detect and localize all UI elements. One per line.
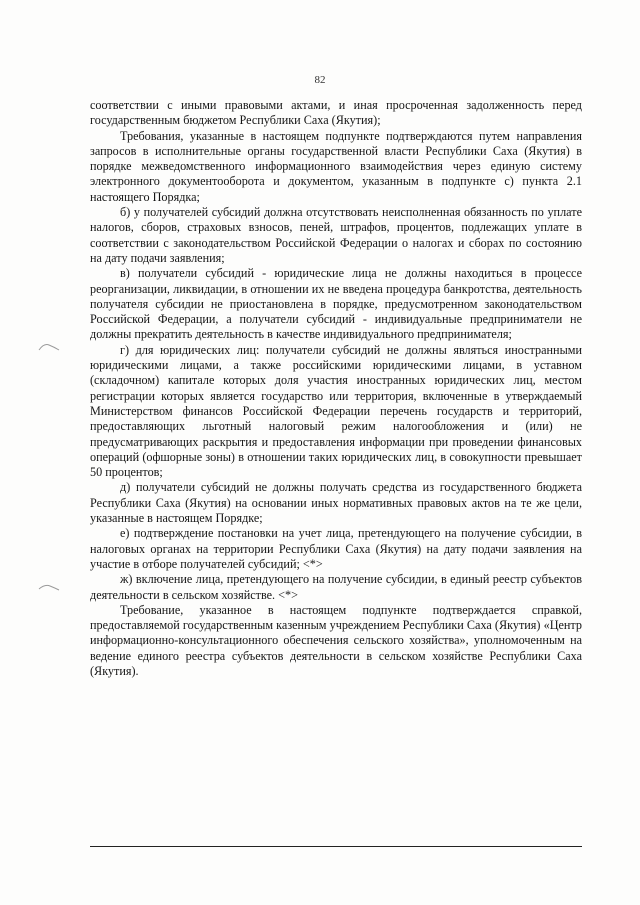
bottom-rule-line [90, 846, 582, 847]
paragraph-continuation: соответствии с иными правовыми актами, и иная просроченная задолженность перед государственным бюджетом Республики Саха (Якутия); [90, 98, 582, 128]
paragraph-requirement-confirmation: Требование, указанное в настоящем подпункте подтверждается справкой, предоставляемой государственным казенным учреждением Республики Саха (Якутия) «Центр информационно-консультационного обеспечения сельского хозяйства», уполномоченным на ведение единого реестра субъектов деятельности в сельском хозяйстве Республики Саха (Якутия). [90, 602, 582, 678]
paragraph-item-e: е) подтверждение постановки на учет лица, претендующего на получение субсидии, в налоговых органах на территории Республики Саха (Якутия) на дату подачи заявления на участие в отборе получателей субсидий; <*> [90, 526, 582, 571]
page-number: 82 [314, 74, 326, 86]
margin-mark-icon [38, 342, 60, 352]
paragraph-item-b: б) у получателей субсидий должна отсутствовать неисполненная обязанность по уплате налогов, сборов, страховых взносов, пеней, штрафов, процентов, подлежащих уплате в соответствии с законодательством Российской Федерации о налогах и сборах по состоянию на дату подачи заявления; [90, 205, 582, 265]
margin-mark-icon [38, 582, 60, 592]
paragraph-item-d: д) получатели субсидий не должны получать средства из государственного бюджета Республики Саха (Якутия) на основании иных нормативных правовых актов на те же цели, указанные в настоящем Порядке; [90, 480, 582, 526]
paragraph-requirements-note: Требования, указанные в настоящем подпункте подтверждаются путем направления запросов в исполнительные органы государственной власти Республики Саха (Якутия) в порядке межведомственного информационного взаимодействия через единую систему электронного документооборота и документом, указанным в подпункте с) пункта 2.1 настоящего Порядка; [90, 128, 582, 204]
paragraph-item-v: в) получатели субсидий - юридические лица не должны находиться в процессе реорганизации, ликвидации, в отношении их не введена процедура банкротства, деятельность получателя субсидии не приостановлена в порядке, предусмотренном законодательством Российской Федерации, а получатели субсидий - индивидуальные предприниматели не должны прекратить деятельность в качестве индивидуального предпринимателя; [90, 266, 582, 342]
paragraph-item-g: г) для юридических лиц: получатели субсидий не должны являться иностранными юридическими лицами, а также российскими юридическими лицами, в уставном (складочном) капитале которых доля участия иностранных юридических лиц, местом регистрации которых является государство или территория, включенные в утверждаемый Министерством финансов Российской Федерации перечень государств и территорий, предоставляющих льготный налоговый режим налогообложения и (или) не предусматривающих раскрытия и предоставления информации при проведении финансовых операций (офшорные зоны) в отношении таких юридических лиц, в совокупности превышает 50 процентов; [90, 342, 582, 480]
paragraph-item-zh: ж) включение лица, претендующего на получение субсидии, в единый реестр субъектов деятельности в сельском хозяйстве. <*> [90, 572, 582, 602]
document-body [90, 98, 582, 679]
